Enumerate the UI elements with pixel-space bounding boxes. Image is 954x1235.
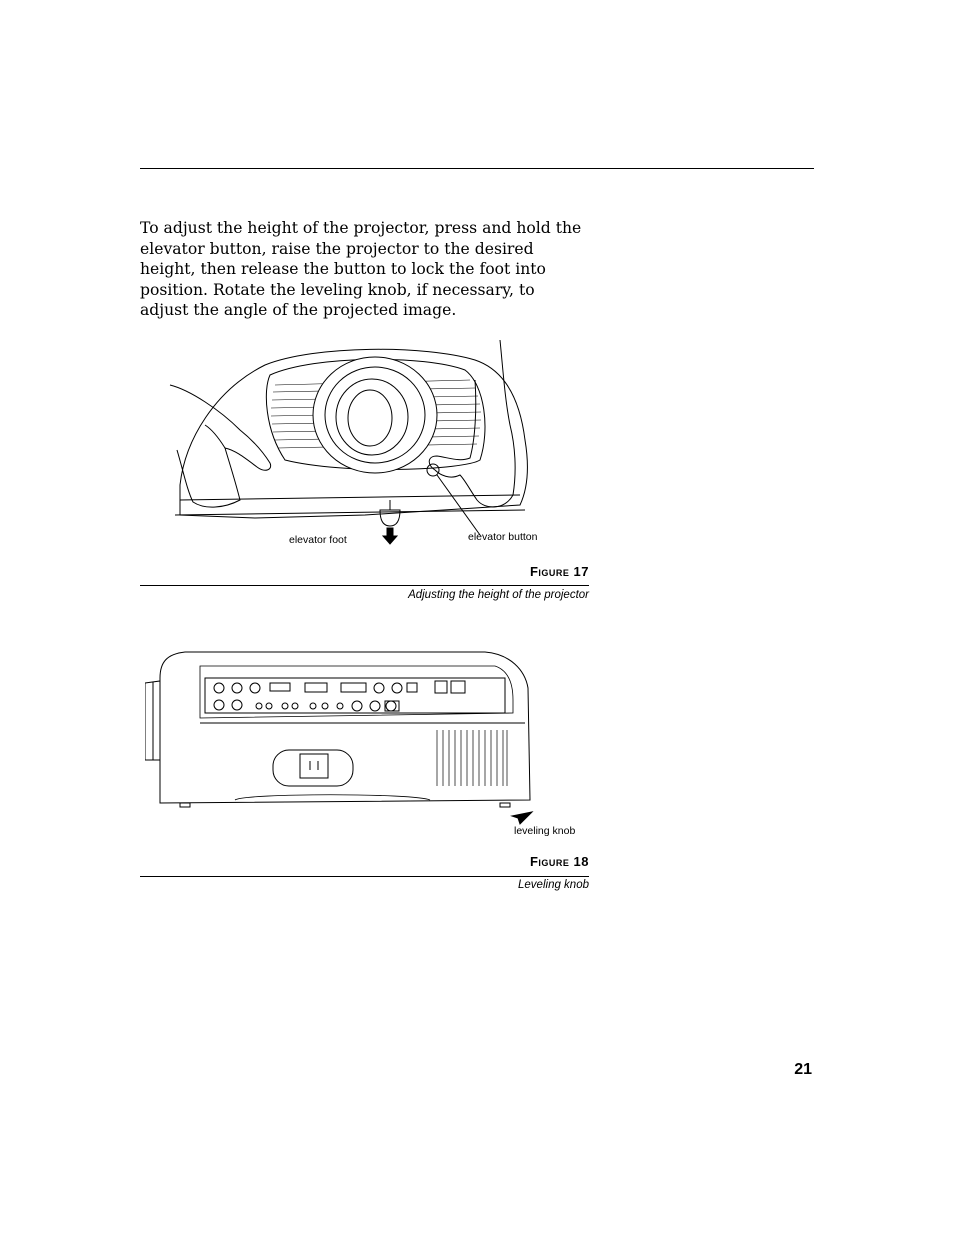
figure-17-rule bbox=[140, 585, 589, 586]
page-number: 21 bbox=[794, 1061, 812, 1078]
figure-17-caption: Adjusting the height of the projector bbox=[408, 589, 589, 601]
figure-18-caption: Leveling knob bbox=[518, 879, 589, 891]
header-rule bbox=[140, 168, 814, 169]
figure-18-illustration bbox=[145, 648, 535, 828]
figure-17-illustration bbox=[165, 330, 565, 550]
figure-18-label: Figure 18 bbox=[529, 854, 589, 869]
figure-18-rule bbox=[140, 876, 589, 877]
elevator-button-label: elevator button bbox=[468, 531, 538, 543]
figure-17-label: Figure 17 bbox=[529, 564, 589, 579]
elevator-foot-label: elevator foot bbox=[289, 534, 347, 546]
body-paragraph: To adjust the height of the projector, press and hold the elevator button, raise the projector to the desired height, then release the button to lock the foot into position. Rotate the leveling knob, if necessary, to adjust the angle of the projected image. bbox=[140, 219, 582, 320]
leveling-knob-label: leveling knob bbox=[514, 825, 576, 837]
